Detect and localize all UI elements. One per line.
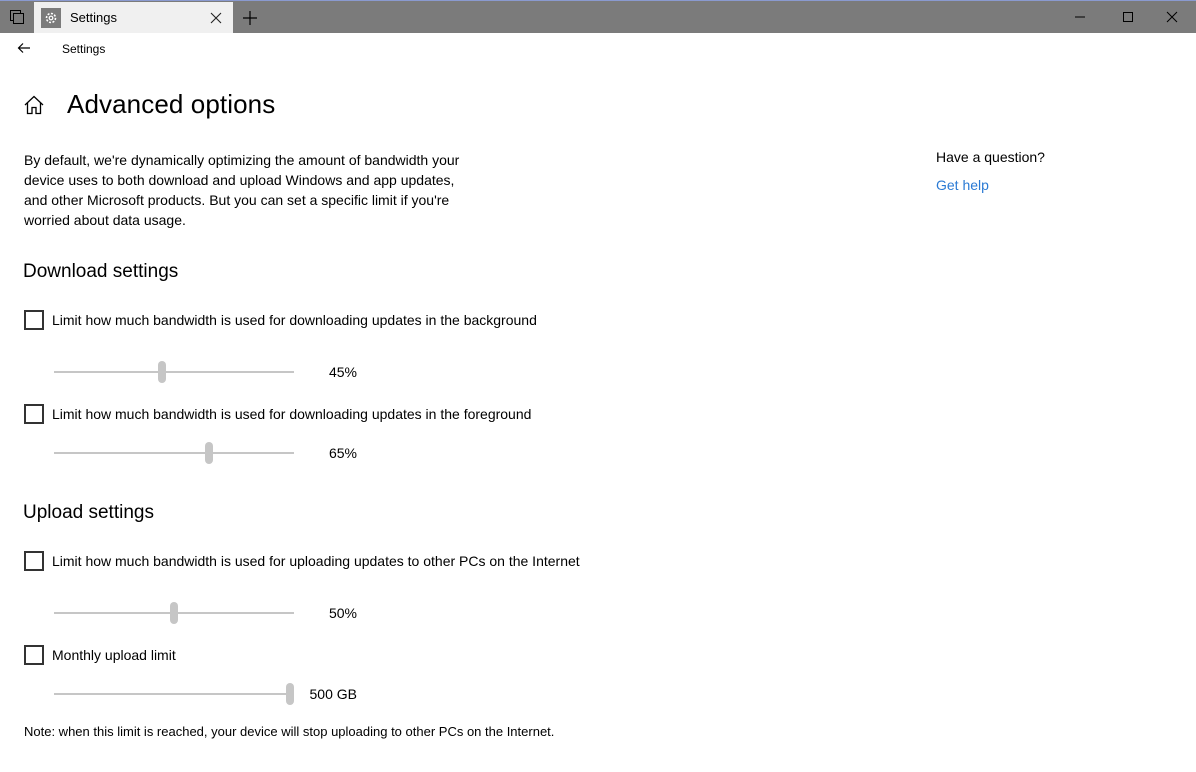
- foreground-limit-checkbox[interactable]: [24, 404, 44, 424]
- background-limit-label: Limit how much bandwidth is used for downloading updates in the background: [52, 312, 537, 328]
- background-bandwidth-value: 45%: [328, 364, 357, 380]
- nav-title: Settings: [62, 42, 106, 56]
- gear-icon: [41, 8, 61, 28]
- upload-settings-heading: Upload settings: [23, 502, 154, 523]
- back-button[interactable]: [12, 38, 36, 58]
- monthly-limit-label: Monthly upload limit: [52, 647, 176, 663]
- maximize-button[interactable]: [1104, 1, 1152, 33]
- home-icon[interactable]: [23, 94, 45, 116]
- upload-bandwidth-slider[interactable]: [54, 601, 294, 625]
- upload-limit-option: [24, 551, 584, 571]
- close-window-button[interactable]: [1148, 1, 1196, 33]
- intro-text: By default, we're dynamically optimizing the amount of bandwidth your device uses to both download and upload Windows and app updates, and other Microsoft products. But you can set a specific limit if you're worried about data usage.: [24, 152, 460, 228]
- background-limit-checkbox[interactable]: [24, 310, 44, 330]
- upload-bandwidth-value: 50%: [328, 605, 357, 621]
- help-question: Have a question?: [936, 149, 1045, 165]
- monthly-limit-option: [24, 645, 424, 665]
- foreground-bandwidth-value: 65%: [328, 445, 357, 461]
- slider-track: [54, 371, 294, 373]
- slider-thumb[interactable]: [286, 683, 294, 705]
- foreground-limit-option: [24, 404, 604, 424]
- monthly-upload-slider[interactable]: [54, 682, 294, 706]
- slider-thumb[interactable]: [205, 442, 213, 464]
- slider-thumb[interactable]: [158, 361, 166, 383]
- upload-note: Note: when this limit is reached, your device will stop uploading to other PCs on the Internet.: [24, 724, 555, 739]
- upload-limit-label: Limit how much bandwidth is used for uploading updates to other PCs on the Internet: [52, 553, 580, 569]
- foreground-limit-label: Limit how much bandwidth is used for downloading updates in the foreground: [52, 406, 532, 422]
- tab-title: Settings: [70, 10, 117, 25]
- upload-limit-checkbox[interactable]: [24, 551, 44, 571]
- background-bandwidth-slider[interactable]: [54, 360, 294, 384]
- task-view-icon[interactable]: [0, 1, 33, 33]
- slider-track: [54, 452, 294, 454]
- background-limit-option: [24, 310, 544, 330]
- minimize-button[interactable]: [1056, 1, 1104, 33]
- download-settings-heading: Download settings: [23, 261, 179, 282]
- get-help-link[interactable]: Get help: [936, 177, 989, 193]
- page-title: Advanced options: [67, 89, 276, 119]
- monthly-limit-checkbox[interactable]: [24, 645, 44, 665]
- monthly-upload-value: 500 GB: [309, 686, 357, 702]
- foreground-bandwidth-slider[interactable]: [54, 441, 294, 465]
- slider-thumb[interactable]: [170, 602, 178, 624]
- tab-settings[interactable]: [34, 2, 233, 33]
- new-tab-icon[interactable]: [238, 7, 262, 29]
- title-bar: [0, 0, 1196, 33]
- slider-track: [54, 693, 294, 695]
- close-tab-icon[interactable]: [208, 10, 224, 26]
